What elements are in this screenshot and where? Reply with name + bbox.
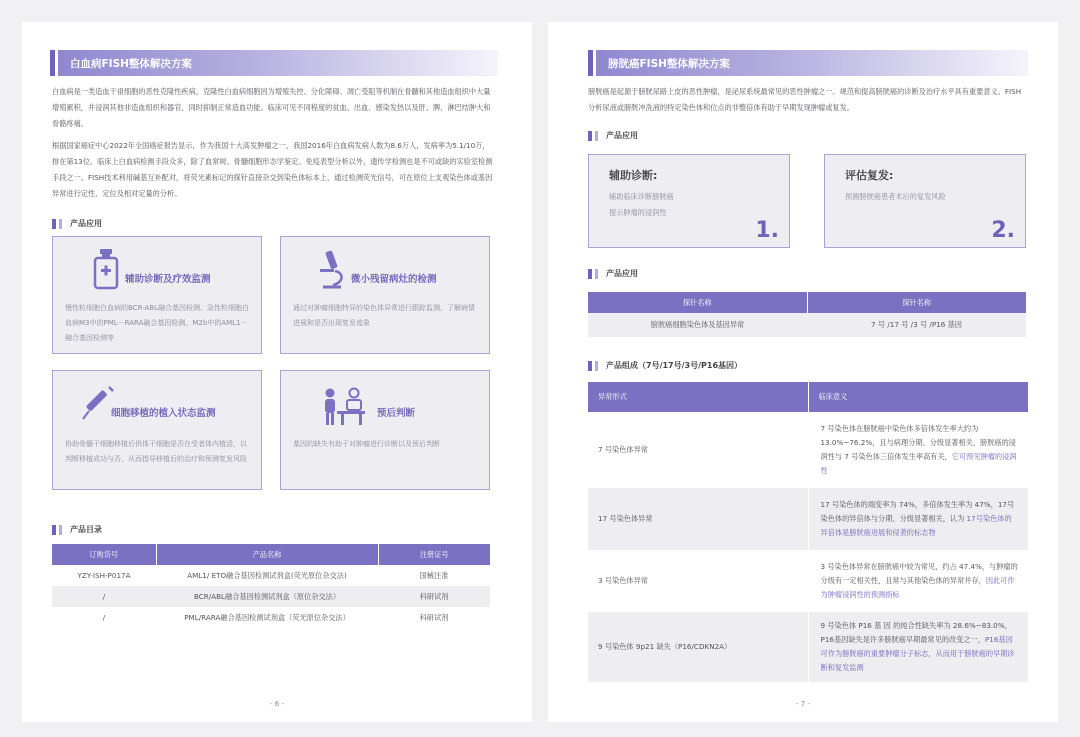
left-section-application: 产品应用 bbox=[52, 218, 102, 229]
table-row: 膀胱癌细胞染色体及基因异常 7 号 /17 号 /3 号 /P16 基因 bbox=[588, 313, 1026, 337]
page-number: - 6 - bbox=[270, 700, 284, 708]
composition-header: 临床意义 bbox=[808, 382, 1028, 412]
card-title: 辅助诊断: bbox=[609, 169, 658, 182]
catalog-header: 订购货号 bbox=[52, 544, 156, 565]
probe-header: 探针名称 bbox=[588, 292, 807, 313]
left-intro-paragraph: 白血病是一类造血干祖细胞的恶性克隆性疾病，克隆性白血病细胞因为增殖失控、分化障碍、凋亡受阻等机制在骨髓和其他造血组织中大量增殖累积，并浸润其他非造血组织和器官，同时抑制正常造血功能。临床可见不同程度的贫血、出血、感染发热以及肝、脾、淋巴结肿大和骨骼疼痛。 bbox=[52, 87, 491, 128]
card-prognosis bbox=[280, 370, 490, 490]
right-section-application: 产品应用 bbox=[588, 130, 638, 141]
card-transplant-monitoring bbox=[52, 370, 262, 490]
card-desc: 通过对肿瘤细胞特异的染色体异常进行跟踪监测，了解病情进展和是否出现复发迹象 bbox=[293, 304, 475, 327]
left-banner-title: 白血病FISH整体解决方案 bbox=[70, 57, 192, 70]
page-number: - 7 - bbox=[796, 700, 810, 708]
left-banner bbox=[58, 50, 498, 76]
page-right bbox=[548, 22, 1058, 722]
card-recurrence-assessment bbox=[824, 154, 1026, 248]
syringe-icon bbox=[81, 383, 115, 423]
right-banner bbox=[596, 50, 1028, 76]
card-desc: 慢性粒细胞白血病的BCR-ABL融合基因检测、急性粒细胞白血病M3中的PML－RARA融合基因检测、M2b中的AML1－融合基因检测等 bbox=[65, 304, 250, 342]
catalog-table bbox=[52, 544, 490, 628]
card-title: 微小残留病灶的检测 bbox=[351, 274, 437, 285]
table-row: YZY-ISH-P017A AML1/ ETO融合基因检测试剂盒(荧光原位杂交法) 国械注准 bbox=[77, 570, 449, 580]
right-section-application-2: 产品应用 bbox=[588, 268, 638, 279]
table-row: 7 号染色体异常 7 号染色体在膀胱癌中染色体多倍体发生率大约为13.0%~76.2%，且与病理分期、分级显著相关，膀胱癌的浸润性与 7 号染色体三倍体发生率高有关，它可预见肿瘤的浸润性 bbox=[588, 412, 1028, 488]
card-title: 预后判断 bbox=[377, 408, 416, 419]
card-diagnosis-monitoring bbox=[52, 236, 262, 354]
card-title: 细胞移植的植入状态监测 bbox=[111, 408, 216, 419]
composition-header: 异常形式 bbox=[588, 382, 808, 412]
probe-table bbox=[588, 292, 1026, 337]
left-section-catalog: 产品目录 bbox=[52, 524, 102, 535]
table-row: / BCR/ABL融合基因检测试剂盒（原位杂交法） 科研试剂 bbox=[52, 586, 490, 607]
medicine-bottle-icon bbox=[91, 247, 121, 291]
table-row: / PML/RARA融合基因检测试剂盒（荧光原位杂交法） 科研试剂 bbox=[102, 612, 449, 622]
card-title: 辅助诊断及疗效监测 bbox=[125, 274, 211, 285]
card-number: 2. bbox=[991, 218, 1015, 243]
card-auxiliary-diagnosis bbox=[588, 154, 790, 248]
card-desc: 协助骨髓干细胞移植后供体干细胞是否在受者体内植活，以判断移植成功与否，从而指导移植后的治疗和预测复发风险 bbox=[65, 440, 247, 463]
catalog-header: 产品名称 bbox=[156, 544, 378, 565]
probe-header: 探针名称 bbox=[807, 292, 1026, 313]
card-number: 1. bbox=[755, 218, 779, 243]
right-intro-paragraph: 膀胱癌是起源于膀胱尿路上皮的恶性肿瘤，是泌尿系统最常见的恶性肿瘤之一。规范和提高膀胱癌的诊断及治疗水平具有重要意义。FISH分析尿液或膀胱冲洗液的特定染色体和位点的非整倍体有助于早期发现肿瘤或复发。 bbox=[588, 87, 1022, 112]
card-desc: 基因的缺失有助于对肿瘤进行诊断以及预后判断 bbox=[293, 440, 440, 448]
card-desc: 预测膀胱癌患者术后的复发风险 bbox=[845, 192, 946, 201]
left-stats-paragraph: 根据国家癌症中心2022年全国癌症报告显示，作为我国十大高发肿瘤之一，我国2016年白血病发病人数为8.6万人，发病率为5.1/10万，排在第13位。临床上白血病检测手段众多，除了血常规、骨髓细胞形态学鉴定、免疫表型分析以外，遗传学检测也是不可或缺的实验室检测手段之一。FISH技术利用碱基互补配对，将荧光素标记的探针直接杂交到染色体标本上，通过检测荧光信号，可在原位上支观染色体或基因异常进行定性、定位及相对定量的分析。 bbox=[52, 141, 493, 198]
card-residual-detection bbox=[280, 236, 490, 354]
card-desc: 辅助临床诊断膀胱癌 提示肿瘤的浸润性 bbox=[609, 192, 674, 217]
doctor-patient-icon bbox=[321, 387, 367, 427]
catalog-header: 注册证号 bbox=[378, 544, 490, 565]
right-banner-title: 膀胱癌FISH整体解决方案 bbox=[608, 57, 730, 70]
right-section-composition: 产品组成（7号/17号/3号/P16基因） bbox=[588, 360, 742, 371]
table-row: 17 号染色体异常 17 号染色体的端变率为 74%，多倍体发生率为 47%，17号染色体的异倍体与分期、分级显著相关，认为 17号染色体的异倍体是膀胱癌进展和侵袭的标志物 bbox=[588, 488, 1028, 550]
composition-table bbox=[588, 382, 1028, 682]
table-row: 3 号染色体异常 3 号染色体异常在膀胱癌中较为常见，约占 47.4%，与肿瘤的分级有一定相关性，且常与其他染色体的异常并存，因此可作为肿瘤浸润性的预测指标 bbox=[588, 550, 1028, 612]
table-row: 9 号染色体 9p21 缺失（P16/CDKN2A） 9 号染色体 P16 基 因 的纯合性缺失率为 28.6%~83.0%，P16基因缺失是许多膀胱癌早期最常见的改变之一，P16基因可作为膀胱癌的重要肿瘤分子标志，从而用于膀胱癌的早期诊断和复发监测 bbox=[588, 612, 1028, 682]
microscope-icon bbox=[315, 249, 347, 291]
page-left bbox=[22, 22, 532, 722]
card-title: 评估复发: bbox=[845, 169, 894, 182]
